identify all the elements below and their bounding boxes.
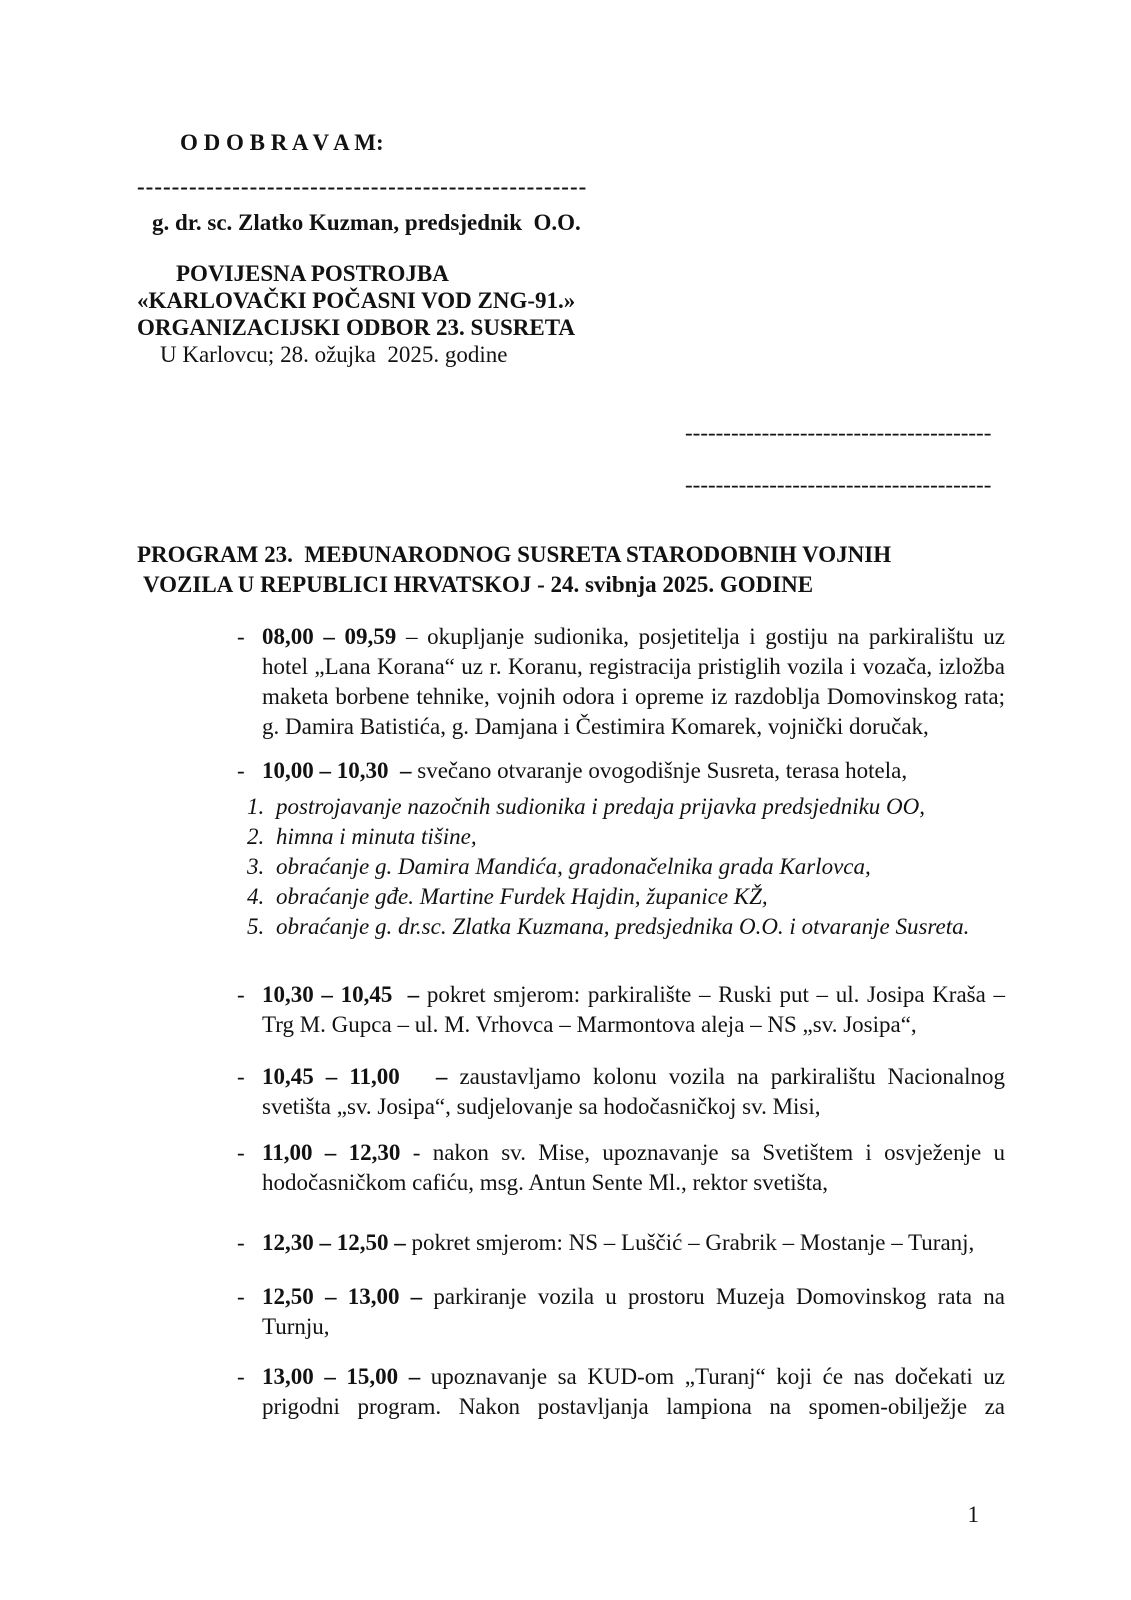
organizer-line-2: «KARLOVAČKI POČASNI VOD ZNG-91.» — [137, 288, 576, 313]
time-range: 10,00 – 10,30 – — [262, 758, 412, 783]
bullet-dash: - — [237, 1230, 245, 1255]
time-range: 08,00 – 09,59 — [262, 624, 397, 649]
schedule-item-1230 — [237, 1228, 1005, 1258]
item-description: – okupljanje sudionika, posjetitelja i gostiju na parkiralištu uz hotel „Lana Korana“ uz r. Koranu, registracija pristiglih vozila i vozača, izložba maketa borbene tehnike, vojnih odora i opreme iz razdoblja Domovinskog rata; g. Damira Batistića, g. Damjana i Čestimira Komarek, vojnički doručak, — [262, 624, 1006, 739]
organizer-block — [137, 260, 1005, 368]
sub-item: 4. obraćanje gđe. Martine Furdek Hajdin, županice KŽ, — [270, 882, 1005, 912]
schedule-item-text — [262, 1282, 1005, 1342]
approval-signatory-name: g. dr. sc. Zlatko Kuzman, predsjednik O.O. — [152, 210, 581, 235]
schedule-item-text — [262, 1228, 1005, 1258]
signature-line-1: ---------------------------------------- — [685, 420, 992, 445]
time-range: 12,30 – 12,50 – — [262, 1230, 406, 1255]
schedule-item-1030 — [237, 980, 1005, 1040]
schedule-item-text — [262, 1362, 1005, 1422]
item-description: svečano otvaranje ovogodišnje Susreta, terasa hotela, — [417, 758, 908, 783]
schedule-item-1100 — [237, 1138, 1005, 1198]
item-description: pokret smjerom: parkiralište – Ruski put – ul. Josipa Kraša – Trg M. Gupca – ul. M. Vrhovca – Marmontova aleja – NS „sv. Josipa“, — [262, 982, 1005, 1037]
schedule-item-text — [262, 1138, 1005, 1198]
item-description: upoznavanje sa KUD-om „Turanj“ koji će nas dočekati uz prigodni program. Nakon postavljanja lampiona na spomen-obilježje za — [262, 1364, 1006, 1419]
schedule-item-0800 — [237, 622, 1005, 742]
program-title-line-1: PROGRAM 23. MEĐUNARODNOG SUSRETA STARODOBNIH VOJNIH — [137, 542, 892, 567]
bullet-dash: - — [237, 1284, 245, 1309]
organizer-line-1: POVIJESNA POSTROJBA — [176, 261, 449, 286]
bullet-dash: - — [237, 982, 245, 1007]
schedule-item-1250 — [237, 1282, 1005, 1342]
time-range: 10,45 – 11,00 – — [262, 1064, 448, 1089]
bullet-dash: - — [237, 1064, 245, 1089]
bullet-dash: - — [237, 758, 245, 783]
schedule-item-text — [262, 1062, 1005, 1122]
schedule-item-text — [262, 622, 1005, 742]
bullet-dash: - — [237, 624, 245, 649]
schedule-list — [137, 622, 1005, 1422]
program-title — [137, 540, 1005, 600]
organizer-line-3: ORGANIZACIJSKI ODBOR 23. SUSRETA — [137, 315, 575, 340]
signature-lines-block — [685, 420, 1005, 498]
schedule-item-text — [262, 756, 1005, 786]
bullet-dash: - — [237, 1140, 245, 1165]
item-description: pokret smjerom: NS – Luščić – Grabrik – Mostanje – Turanj, — [411, 1230, 975, 1255]
item-description: zaustavljamo kolonu vozila na parkiralištu Nacionalnog svetišta „sv. Josipa“, sudjelovanje sa hodočasničkoj sv. Misi, — [262, 1064, 1006, 1119]
program-title-line-2: VOZILA U REPUBLICI HRVATSKOJ - 24. svibnja 2025. GODINE — [143, 572, 814, 597]
sub-item: 3. obraćanje g. Damira Mandića, gradonačelnika grada Karlovca, — [270, 852, 1005, 882]
page-number: 1 — [967, 1502, 979, 1527]
place-and-date: U Karlovcu; 28. ožujka 2025. godine — [160, 342, 508, 367]
time-range: 12,50 – 13,00 – — [262, 1284, 423, 1309]
schedule-item-1300 — [237, 1362, 1005, 1422]
sub-item: 1. postrojavanje nazočnih sudionika i predaja prijavka predsjedniku OO, — [270, 792, 1005, 822]
opening-ceremony-sublist — [237, 792, 1005, 942]
time-range: 10,30 – 10,45 – — [262, 982, 420, 1007]
sub-item: 2. himna i minuta tišine, — [270, 822, 1005, 852]
time-range: 13,00 – 15,00 – — [262, 1364, 421, 1389]
schedule-item-1045 — [237, 1062, 1005, 1122]
bullet-dash: - — [237, 1364, 245, 1389]
approval-heading: O D O B R A V A M: — [180, 130, 384, 155]
sub-item: 5. obraćanje g. dr.sc. Zlatka Kuzmana, predsjednika O.O. i otvaranje Susreta. — [270, 912, 1005, 942]
schedule-item-1000 — [237, 756, 1005, 786]
time-range: 11,00 – 12,30 — [262, 1140, 401, 1165]
item-description: parkiranje vozila u prostoru Muzeja Domovinskog rata na Turnju, — [262, 1284, 1006, 1339]
signature-line-2: ---------------------------------------- — [685, 472, 992, 497]
item-description: - nakon sv. Mise, upoznavanje sa Svetištem i osvježenje u hodočasničkom cafiću, msg. Antun Sente Ml., rektor svetišta, — [262, 1140, 1006, 1195]
signature-rule-top: ---------------------------------------------------- — [137, 174, 588, 199]
schedule-item-text — [262, 980, 1005, 1040]
